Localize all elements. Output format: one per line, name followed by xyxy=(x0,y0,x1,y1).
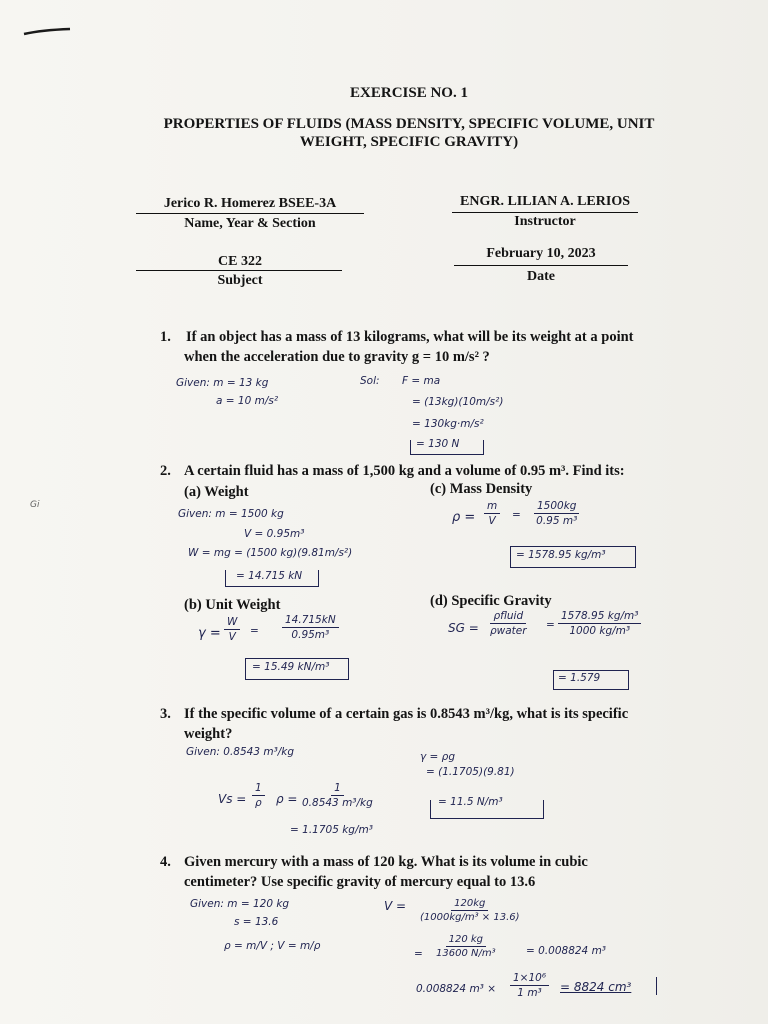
problem-4-den-2: 13600 N/m³ xyxy=(436,948,496,959)
problem-4-line2: centimeter? Use specific gravity of mercury equal to 13.6 xyxy=(184,874,536,890)
instructor-label: Instructor xyxy=(514,214,576,229)
problem-4-conversion-fraction xyxy=(510,972,549,999)
part-c-fraction-1 xyxy=(484,500,500,527)
student-name: Jerico R. Homerez BSEE-3A xyxy=(163,196,337,211)
problem-1-given-1: Given: m = 13 kg xyxy=(176,377,269,389)
part-a-given-1: Given: m = 1500 kg xyxy=(178,508,284,520)
part-d-num-2: 1578.95 kg/m³ xyxy=(558,610,641,624)
problem-4-number: 4. xyxy=(160,854,171,870)
part-b-label: (b) Unit Weight xyxy=(184,597,281,613)
problem-4-v-lhs: V = xyxy=(384,899,407,913)
problem-3-vs-lhs: Vs = xyxy=(218,792,247,806)
part-c-lhs: ρ = xyxy=(452,510,476,525)
problem-3-sol-2: = (1.1705)(9.81) xyxy=(426,766,515,778)
topic-title-line2: WEIGHT, SPECIFIC GRAVITY) xyxy=(299,134,519,150)
problem-3-vs-num: 1 xyxy=(252,782,265,796)
instructor-name: ENGR. LILIAN A. LERIOS xyxy=(460,194,630,209)
topic-title-line1: PROPERTIES OF FLUIDS (MASS DENSITY, SPECIFIC VOLUME, UNIT xyxy=(163,116,655,132)
problem-1-sol-1: F = ma xyxy=(402,375,441,387)
problem-3-vs-fraction xyxy=(252,782,265,809)
part-c-num-2: 1500kg xyxy=(534,500,579,514)
problem-4-given-2: s = 13.6 xyxy=(234,916,279,928)
student-name-underline xyxy=(136,213,364,214)
part-b-lhs: γ = xyxy=(198,626,221,641)
part-c-num-1: m xyxy=(484,500,500,514)
part-d-den-2: 1000 kg/m³ xyxy=(569,625,631,637)
part-a-solution: W = mg = (1500 kg)(9.81m/s²) xyxy=(188,547,353,559)
date-value: February 10, 2023 xyxy=(486,246,596,261)
part-c-label: (c) Mass Density xyxy=(430,481,533,497)
problem-1-sol-label: Sol: xyxy=(360,375,380,387)
part-a-given-2: V = 0.95m³ xyxy=(244,528,305,540)
part-d-label: (d) Specific Gravity xyxy=(430,593,552,609)
part-d-fraction-2 xyxy=(558,610,641,637)
problem-4-conversion-lhs: 0.008824 m³ × xyxy=(416,983,497,995)
problem-3-answer: = 11.5 N/m³ xyxy=(438,796,503,808)
part-a-answer: = 14.715 kN xyxy=(236,570,303,582)
part-b-fraction-2 xyxy=(282,614,339,641)
problem-4-answer-bracket xyxy=(656,977,657,995)
pen-stroke-mark xyxy=(22,26,72,40)
problem-4-conv-den: 1 m³ xyxy=(517,987,542,999)
problem-3-line1: If the specific volume of a certain gas is 0.8543 m³/kg, what is its specific xyxy=(184,706,629,722)
problem-1-given-2: a = 10 m/s² xyxy=(216,395,279,407)
part-c-fraction-2 xyxy=(534,500,579,527)
problem-3-rho-den: 0.8543 m³/kg xyxy=(302,797,373,809)
problem-2-line1: A certain fluid has a mass of 1,500 kg and a volume of 0.95 m³. Find its: xyxy=(184,463,625,479)
part-b-num-1: W xyxy=(224,616,240,630)
subject-value: CE 322 xyxy=(218,254,262,269)
part-d-fraction-1 xyxy=(490,610,527,637)
problem-1-number: 1. xyxy=(160,329,171,345)
problem-4-num-2: 120 kg xyxy=(446,934,486,947)
part-d-answer: = 1.579 xyxy=(558,672,601,684)
date-underline xyxy=(454,265,628,266)
part-d-num-1: ρfluid xyxy=(490,610,526,624)
problem-3-rho-num: 1 xyxy=(331,782,344,796)
student-name-label: Name, Year & Section xyxy=(184,216,316,231)
part-c-eq: = xyxy=(512,509,521,521)
margin-mark: Gi xyxy=(30,500,40,510)
exercise-title: EXERCISE NO. 1 xyxy=(350,85,468,101)
problem-2-number: 2. xyxy=(160,463,171,479)
part-a-label: (a) Weight xyxy=(184,484,249,500)
problem-4-v-result: = 0.008824 m³ xyxy=(526,945,607,957)
part-c-answer: = 1578.95 kg/m³ xyxy=(516,549,606,561)
problem-3-vs-den: ρ xyxy=(255,797,262,809)
part-b-num-2: 14.715kN xyxy=(282,614,339,628)
problem-4-answer: = 8824 cm³ xyxy=(560,980,632,994)
problem-3-rho-fraction xyxy=(302,782,373,809)
problem-4-given-1: Given: m = 120 kg xyxy=(190,898,290,910)
problem-4-eq: = xyxy=(414,948,423,960)
problem-3-given: Given: 0.8543 m³/kg xyxy=(186,746,295,758)
problem-3-rho-result: = 1.1705 kg/m³ xyxy=(290,824,373,836)
problem-4-den-1: (1000kg/m³ × 13.6) xyxy=(420,912,520,923)
part-d-den-1: ρwater xyxy=(490,625,527,637)
problem-1-sol-2: = (13kg)(10m/s²) xyxy=(412,396,504,408)
problem-4-fraction-2 xyxy=(436,934,496,959)
part-b-eq: = xyxy=(250,625,259,637)
part-c-den-2: 0.95 m³ xyxy=(536,515,578,527)
problem-3-sol-1: γ = ρg xyxy=(420,751,456,763)
problem-1-line1: If an object has a mass of 13 kilograms, what will be its weight at a point xyxy=(186,329,634,345)
date-label: Date xyxy=(527,269,555,284)
part-b-den-1: V xyxy=(228,631,236,643)
subject-underline xyxy=(136,270,342,271)
subject-label: Subject xyxy=(217,273,263,288)
part-b-answer: = 15.49 kN/m³ xyxy=(252,661,330,673)
problem-4-line1: Given mercury with a mass of 120 kg. What is its volume in cubic xyxy=(184,854,588,870)
instructor-underline xyxy=(452,212,638,213)
problem-3-number: 3. xyxy=(160,706,171,722)
problem-3-rho-lhs: ρ = xyxy=(276,792,298,806)
part-c-den-1: V xyxy=(488,515,496,527)
problem-1-line2: when the acceleration due to gravity g = 10 m/s² ? xyxy=(184,349,490,365)
part-b-den-2: 0.95m³ xyxy=(291,629,330,641)
part-d-lhs: SG = xyxy=(448,621,479,635)
problem-1-answer: = 130 N xyxy=(416,438,460,450)
problem-4-num-1: 120kg xyxy=(451,898,488,911)
part-d-eq: = xyxy=(546,619,555,631)
problem-1-sol-3: = 130kg·m/s² xyxy=(412,418,484,430)
problem-4-formula: ρ = m/V ; V = m/ρ xyxy=(224,940,321,952)
problem-4-conv-num: 1×10⁶ xyxy=(510,972,549,986)
part-b-fraction-1 xyxy=(224,616,240,643)
problem-4-fraction-1 xyxy=(420,898,520,923)
problem-3-line2: weight? xyxy=(184,726,233,742)
